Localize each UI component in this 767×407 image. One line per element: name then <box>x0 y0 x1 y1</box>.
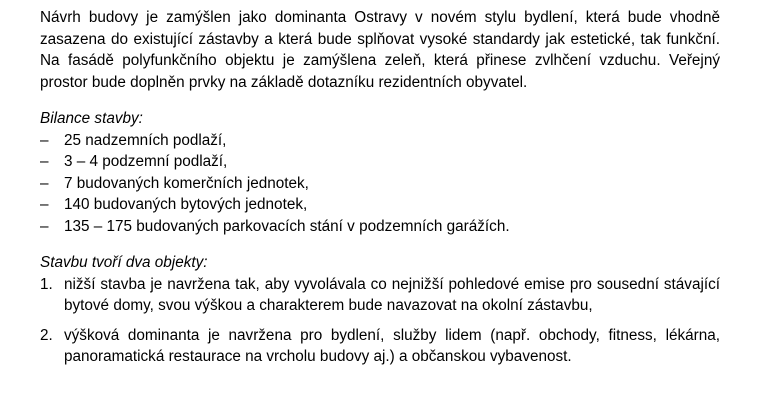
list-number: 1. <box>40 275 53 293</box>
list-item <box>40 216 720 238</box>
list-item-text: 25 nadzemních podlaží, <box>64 131 227 149</box>
list-item <box>40 130 720 152</box>
list-item <box>40 173 720 195</box>
list-item <box>40 194 720 216</box>
dash-bullet: – <box>40 153 49 170</box>
list-item-text: výšková dominanta je navržena pro bydlení, služby lidem (např. obchody, fitness, lékárna, panoramatická restaurace na vrcholu budovy aj.) a občanskou vybavenost. <box>64 326 720 365</box>
list-item <box>40 151 720 173</box>
list-number: 2. <box>40 326 53 344</box>
dash-bullet: – <box>40 196 49 213</box>
objekty-heading: Stavbu tvoří dva objekty: <box>40 254 208 271</box>
list-item-text: nižší stavba je navržena tak, aby vyvolávala co nejnižší pohledové emise pro sousední stávající bytové domy, svou výškou a charakterem bude navazovat na okolní zástavbu, <box>64 275 720 314</box>
bilance-list <box>40 130 720 238</box>
document-page <box>40 0 720 368</box>
intro-paragraph: Návrh budovy je zamýšlen jako dominanta Ostravy v novém stylu bydlení, která bude vhodně zasazena do existující zástavby a která bude splňovat vysoké standardy jak estetické, tak funkční. Na fasádě polyfunkčního objektu je zamýšlena zeleň, která přinese zvlhčení vzduchu. Veřejný prostor bude doplněn prvky na základě dotazníku rezidentních obyvatel. <box>40 9 720 91</box>
list-item-text: 135 – 175 budovaných parkovacích stání v podzemních garážích. <box>64 217 510 235</box>
list-item-text: 7 budovaných komerčních jednotek, <box>64 174 309 192</box>
dash-bullet: – <box>40 174 49 192</box>
list-item-text: 140 budovaných bytových jednotek, <box>64 196 308 213</box>
list-item-text: 3 – 4 podzemní podlaží, <box>64 153 228 170</box>
dash-bullet: – <box>40 217 49 235</box>
list-item <box>40 274 720 317</box>
list-item <box>40 325 720 368</box>
dash-bullet: – <box>40 131 49 149</box>
objekty-list <box>40 274 720 368</box>
bilance-heading: Bilance stavby: <box>40 110 143 127</box>
